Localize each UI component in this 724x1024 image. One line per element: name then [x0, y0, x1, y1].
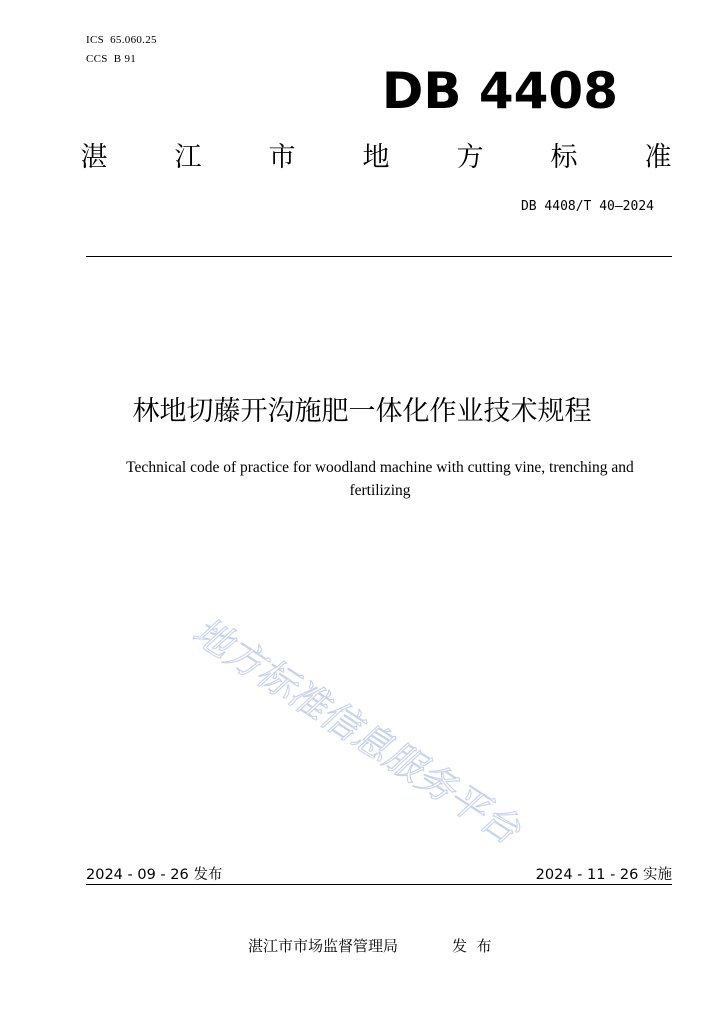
ics-code: ICS 65.060.25 [86, 34, 157, 46]
top-divider [86, 256, 672, 257]
title-english [92, 456, 668, 502]
standard-level [76, 140, 676, 176]
standard-level-char: 湛 [80, 142, 108, 173]
title-english-line: Technical code of practice for woodland machine with cutting vine, trenching and [126, 459, 634, 476]
publish-label: 发 布 [452, 937, 492, 955]
standard-level-char: 江 [174, 142, 202, 173]
watermark [180, 578, 600, 858]
standard-level-char: 方 [456, 142, 484, 173]
publisher-name: 湛江市市场监督管理局 [248, 937, 399, 955]
issue-date: 2024 - 09 - 26 发布 [86, 867, 223, 883]
standard-level-char: 准 [644, 142, 672, 173]
implementation-date: 2024 - 11 - 26 实施 [535, 867, 672, 883]
db-logo [370, 60, 630, 120]
standard-level-char: 地 [362, 142, 390, 173]
standard-number: DB 4408/T 40—2024 [520, 199, 654, 214]
standard-level-char: 标 [550, 142, 578, 173]
bottom-divider [86, 884, 672, 885]
watermark-text: 地方标准信息服务平台 [185, 608, 528, 853]
ccs-code: CCS B 91 [86, 53, 137, 65]
standard-level-char: 市 [268, 142, 296, 173]
title-english-line: fertilizing [349, 482, 411, 499]
db-logo-text: DB 4408 [381, 62, 618, 120]
title-chinese: 林地切藤开沟施肥一体化作业技术规程 [132, 396, 592, 427]
